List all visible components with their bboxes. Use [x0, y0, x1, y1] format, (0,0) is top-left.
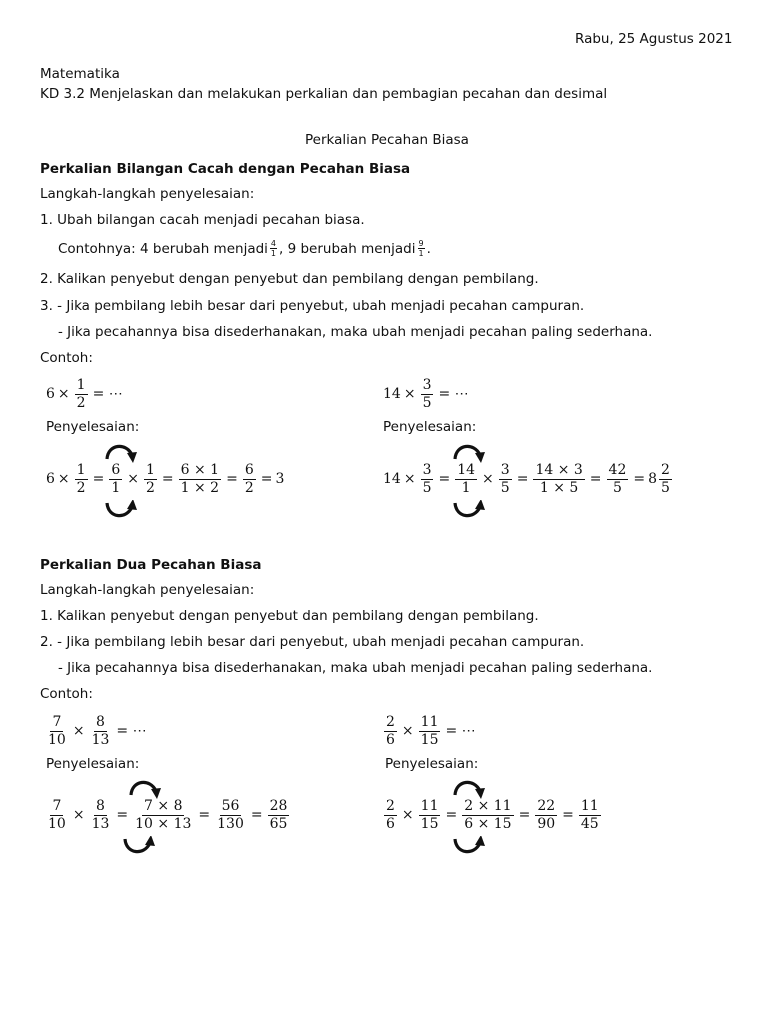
section2-step2a: 2. - Jika pembilang lebih besar dari penyebut, ubah menjadi pecahan campuran.	[40, 634, 585, 650]
swap-arrow-bottom-icon	[104, 500, 140, 522]
s1-ex1-question: 6 × $\frac{1}{2}$ = ⋯	[46, 376, 123, 411]
s1-ex2-solution: 14 × $\frac{3}{5}$ = $\frac{14}{1}$ × $\frac{3}{5}$ = $\frac{14 \times 3}{1 \times 5}$ = $\frac{42}{5}$ = 8 $\frac{2}{5}$	[383, 461, 670, 496]
section1-heading: Perkalian Bilangan Cacah dengan Pecahan Biasa	[40, 161, 411, 177]
s2-ex2-solution: $\frac{2}{6}$ × $\frac{11}{15}$ = $\frac{2 \times 11}{6 \times 15}$ = $\frac{22}{90}$ = $\frac{11}{45}$	[386, 797, 599, 832]
s2-ex1-question: $\frac{7}{10}$ × $\frac{8}{13}$ = ⋯	[48, 713, 147, 748]
section2-step2b: - Jika pecahannya bisa disederhanakan, maka ubah menjadi pecahan paling sederhana.	[58, 660, 653, 676]
page-title: Perkalian Pecahan Biasa	[305, 132, 469, 148]
date: Rabu, 25 Agustus 2021	[575, 31, 733, 47]
section2-heading: Perkalian Dua Pecahan Biasa	[40, 557, 262, 573]
swap-arrow-bottom-icon	[122, 836, 158, 858]
fraction-9-over-1: 9 1	[418, 239, 424, 258]
swap-arrow-bottom-icon	[452, 500, 488, 522]
section2-contoh: Contoh:	[40, 686, 93, 702]
section1-step3b: - Jika pecahannya bisa disederhanakan, maka ubah menjadi pecahan paling sederhana.	[58, 324, 653, 340]
s1-ex2-question: 14 × $\frac{3}{5}$ = ⋯	[383, 376, 469, 411]
section1-step1: 1. Ubah bilangan cacah menjadi pecahan biasa.	[40, 212, 365, 228]
section1-step2: 2. Kalikan penyebut dengan penyebut dan pembilang dengan pembilang.	[40, 271, 539, 287]
fraction-4-over-1: 4 1	[270, 239, 277, 258]
s1-ex1-solution: 6 × $\frac{1}{2}$ = $\frac{6}{1}$ × $\frac{1}{2}$ = $\frac{6 \times 1}{1 \times 2}$ = $\frac{6}{2}$ = 3	[46, 461, 285, 496]
section1-contoh: Contoh:	[40, 350, 93, 366]
section1-steps-label: Langkah-langkah penyelesaian:	[40, 186, 255, 202]
s1-ex2-penyelesaian: Penyelesaian:	[383, 419, 477, 435]
example-a: Contohnya: 4 berubah menjadi	[58, 240, 268, 257]
section2-steps-label: Langkah-langkah penyelesaian:	[40, 582, 255, 598]
section1-step3a: 3. - Jika pembilang lebih besar dari penyebut, ubah menjadi pecahan campuran.	[40, 298, 585, 314]
s1-ex1-penyelesaian: Penyelesaian:	[46, 419, 140, 435]
subject: Matematika	[40, 66, 120, 82]
example-b: , 9 berubah menjadi	[279, 240, 416, 257]
section1-example-line	[58, 239, 431, 258]
s2-ex2-question: $\frac{2}{6}$ × $\frac{11}{15}$ = ⋯	[386, 713, 476, 748]
section2-step1: 1. Kalikan penyebut dengan penyebut dan pembilang dengan pembilang.	[40, 608, 539, 624]
s2-ex1-penyelesaian: Penyelesaian:	[46, 756, 140, 772]
s2-ex2-penyelesaian: Penyelesaian:	[385, 756, 479, 772]
s2-ex1-solution: $\frac{7}{10}$ × $\frac{8}{13}$ = $\frac{7 \times 8}{10 \times 13}$ = $\frac{56}{130}$ = $\frac{28}{65}$	[48, 797, 288, 832]
example-end: .	[426, 240, 431, 257]
kd-line: KD 3.2 Menjelaskan dan melakukan perkalian dan pembagian pecahan dan desimal	[40, 86, 608, 102]
swap-arrow-bottom-icon	[452, 836, 488, 858]
